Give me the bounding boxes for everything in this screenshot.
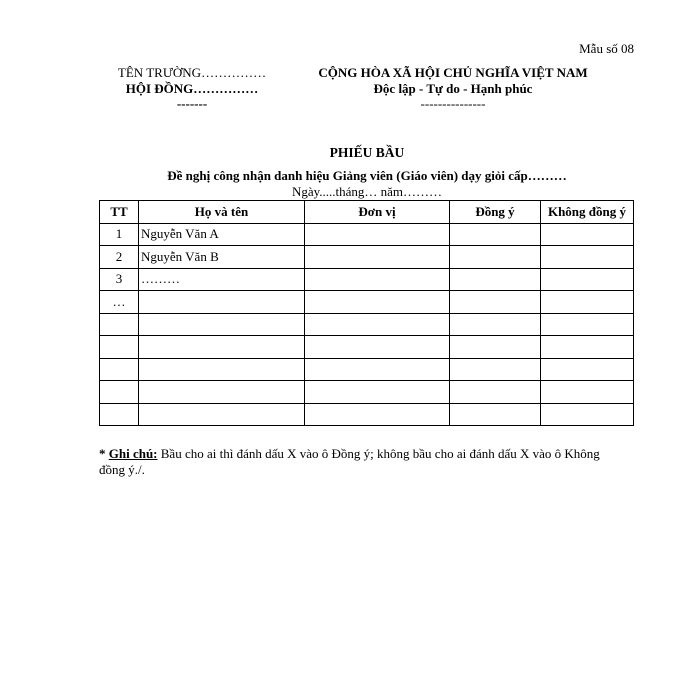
note-text: Bầu cho ai thì đánh dấu X vào ô Đồng ý; không bầu cho ai đánh dấu X vào ô Không đồng ý./.	[99, 446, 600, 477]
agree-cell[interactable]	[450, 223, 541, 246]
national-motto: Độc lập - Tự do - Hạnh phúc	[373, 81, 533, 96]
table-row	[100, 223, 634, 246]
unit-cell	[305, 246, 450, 269]
table-row	[100, 246, 634, 269]
disagree-cell[interactable]	[541, 313, 634, 336]
table-header-row	[100, 201, 634, 224]
council-name-line: HỘI ĐỒNG……………	[125, 81, 259, 96]
agree-cell[interactable]	[450, 358, 541, 381]
table-row	[100, 358, 634, 381]
candidate-name-cell	[139, 336, 305, 359]
column-header-agree: Đồng ý	[450, 201, 541, 224]
candidate-name-cell: ………	[139, 268, 305, 291]
column-header-tt: TT	[100, 201, 139, 224]
row-number-cell: 2	[100, 246, 139, 269]
disagree-cell[interactable]	[541, 268, 634, 291]
unit-cell	[305, 223, 450, 246]
table-row	[100, 403, 634, 426]
row-number-cell	[100, 403, 139, 426]
disagree-cell[interactable]	[541, 336, 634, 359]
agree-cell[interactable]	[450, 246, 541, 269]
unit-cell	[305, 268, 450, 291]
agree-cell[interactable]	[450, 268, 541, 291]
ballot-subtitle: Đề nghị công nhận danh hiệu Giảng viên (Giáo viên) dạy giỏi cấp………	[167, 168, 567, 183]
unit-cell	[305, 291, 450, 314]
row-number-cell	[100, 381, 139, 404]
candidate-name-cell: Nguyễn Văn A	[139, 223, 305, 246]
note	[99, 446, 629, 478]
left-header-divider: -------	[176, 96, 208, 111]
agree-cell[interactable]	[450, 313, 541, 336]
agree-cell[interactable]	[450, 381, 541, 404]
candidate-name-cell	[139, 291, 305, 314]
row-number-cell: 1	[100, 223, 139, 246]
unit-cell	[305, 336, 450, 359]
disagree-cell[interactable]	[541, 223, 634, 246]
column-header-disagree: Không đồng ý	[541, 201, 634, 224]
candidate-name-cell	[139, 381, 305, 404]
row-number-cell	[100, 313, 139, 336]
candidate-name-cell: Nguyễn Văn B	[139, 246, 305, 269]
row-number-cell: …	[100, 291, 139, 314]
row-number-cell	[100, 336, 139, 359]
column-header-name: Họ và tên	[139, 201, 305, 224]
unit-cell	[305, 403, 450, 426]
candidate-name-cell	[139, 313, 305, 336]
disagree-cell[interactable]	[541, 381, 634, 404]
row-number-cell	[100, 358, 139, 381]
school-name-line: TÊN TRƯỜNG……………	[117, 65, 267, 80]
note-label: Ghi chú:	[108, 446, 158, 461]
table-row	[100, 268, 634, 291]
country-name: CỘNG HÒA XÃ HỘI CHỦ NGHĨA VIỆT NAM	[318, 65, 588, 80]
unit-cell	[305, 358, 450, 381]
agree-cell[interactable]	[450, 403, 541, 426]
agree-cell[interactable]	[450, 291, 541, 314]
table-row	[100, 336, 634, 359]
form-number: Mẫu số 08	[579, 41, 634, 56]
table-row	[100, 381, 634, 404]
right-header-divider: ---------------	[420, 96, 486, 111]
date-line: Ngày.....tháng… năm………	[291, 184, 443, 199]
disagree-cell[interactable]	[541, 291, 634, 314]
disagree-cell[interactable]	[541, 358, 634, 381]
agree-cell[interactable]	[450, 336, 541, 359]
ballot-table	[99, 200, 634, 426]
row-number-cell: 3	[100, 268, 139, 291]
disagree-cell[interactable]	[541, 246, 634, 269]
unit-cell	[305, 313, 450, 336]
unit-cell	[305, 381, 450, 404]
page-title: PHIẾU BẦU	[329, 145, 405, 160]
column-header-unit: Đơn vị	[305, 201, 450, 224]
disagree-cell[interactable]	[541, 403, 634, 426]
note-marker: *	[99, 446, 109, 461]
candidate-name-cell	[139, 403, 305, 426]
table-row	[100, 291, 634, 314]
candidate-name-cell	[139, 358, 305, 381]
table-row	[100, 313, 634, 336]
